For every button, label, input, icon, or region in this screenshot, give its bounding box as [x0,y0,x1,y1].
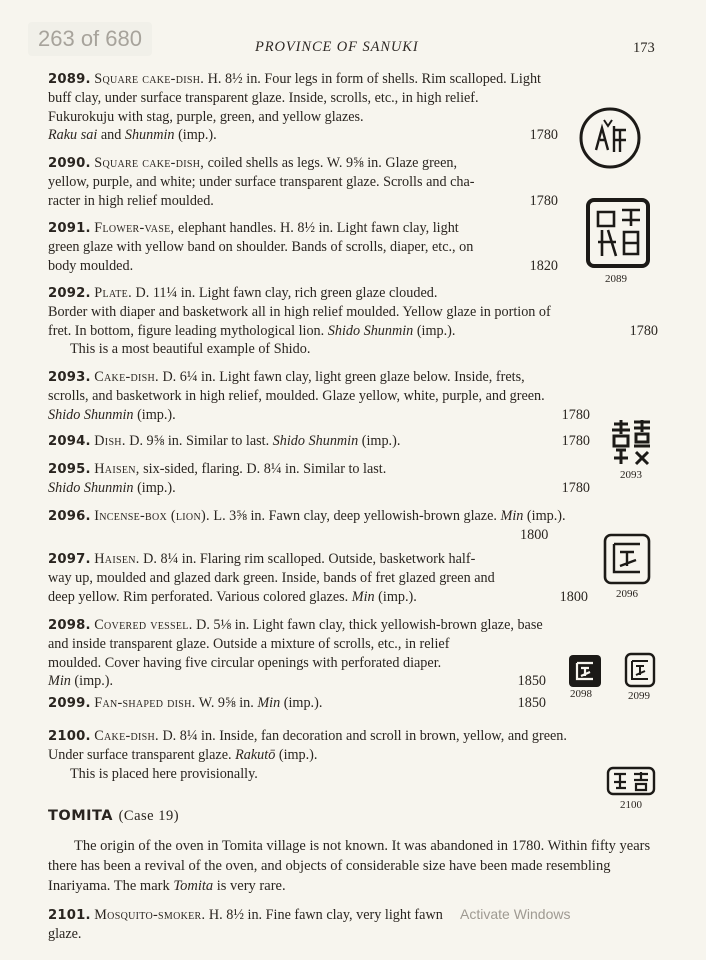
entry-mark-line: Min (imp.). [48,672,114,689]
entry-date: 1800 [559,588,588,605]
entry-mark-line: Shido Shunmin (imp.). [48,406,176,423]
entry-line: Border with diaper and basketwork all in high relief moulded. Yellow glaze in portion of [48,304,551,321]
entry-title: Plate. [94,285,132,301]
entry-2094 [48,432,590,451]
entry-line: D. 5⅛ in. Light fawn clay, thick yellowish-brown glaze, base [196,617,543,633]
entry-line: D. 11¼ in. Light fawn clay, rich green glaze clouded. [135,285,438,301]
entry-2089 [48,70,656,144]
entry-line: L. 3⅝ in. Fawn clay, deep yellowish-brown glaze. [213,508,497,524]
entry-2092 [48,284,658,358]
entry-2100: 2100. Cake-dish. D. 8¼ in. Inside, fan decoration and scroll in brown, yellow, and green. Under surface transparent glaze. Rakutō (imp.). This is placed here provisionally. [48,727,660,783]
entry-number: 2091. [48,221,91,236]
entry-title: Cake-dish. [94,728,159,744]
entry-2097 [48,550,588,606]
entry-line: body moulded. [48,257,134,274]
seal-mark-2099 [624,652,656,688]
entry-line: 2099. Fan-shaped dish. W. 9⅝ in. Min (imp.). [48,695,323,711]
entry-title: Covered vessel. [94,617,193,633]
entry-2090 [48,154,558,210]
entry-date: 1780 [561,406,590,423]
entry-number: 2100. [48,729,91,744]
entry-number: 2101. [48,908,91,923]
entry-number: 2089. [48,72,91,87]
entry-number: 2093. [48,370,91,385]
entry-title: Incense-box (lion). [94,508,210,524]
entry-date: 1780 [561,480,590,497]
entry-date: 1780 [561,433,590,449]
mark-label-2096: 2096 [616,588,638,600]
running-title: PROVINCE OF SANUKI [255,39,419,55]
entry-2095 [48,460,590,498]
entry-line: 2094. Dish. D. 9⅝ in. Similar to last. Shido Shunmin (imp.). [48,433,401,449]
entry-date: 1850 [517,695,546,711]
entry-line: Under surface transparent glaze. [48,747,232,764]
entry-line: Fukurokuju with stag, purple, green, and yellow glazes. [48,108,364,125]
entry-date: 1800 [520,527,549,544]
entry-line: elephant handles. H. 8½ in. Light fawn clay, light [177,220,459,236]
entry-title: Mosquito-smoker. [94,907,206,923]
entry-line: buff clay, under surface transparent glaze. Inside, scrolls, etc., in high relief. [48,90,479,107]
entry-number: 2097. [48,552,91,567]
entry-title: Square cake-dish, [94,155,205,171]
seal-mark-2100 [606,766,656,796]
entry-number: 2098. [48,618,91,633]
entry-title: Flower-vase, [94,220,175,236]
mark-label-2100: 2100 [620,799,642,811]
mark-label-2098: 2098 [570,688,592,700]
entry-line: way up, moulded and glazed dark green. Inside, bands of fret glazed green and [48,570,495,587]
activate-windows-overlay: Activate Windows [460,906,571,922]
entry-line: D. 8¼ in. Flaring rim scalloped. Outside, basketwork half- [143,551,476,567]
entry-number: 2096. [48,509,91,524]
section-heading-tomita: TOMITA (Case 19) [48,808,180,824]
seal-mark-2098 [568,654,602,688]
seal-mark-2089-square [584,196,652,270]
entry-date: 1820 [529,257,558,274]
entry-mark-line: Shido Shunmin (imp.). [48,480,176,497]
seal-mark-2089-round [578,106,642,170]
entry-2096: 2096. Incense-box (lion). L. 3⅝ in. Fawn clay, deep yellowish-brown glaze. Min (imp.). 1800 [48,507,660,545]
entry-line: D. 8¼ in. Inside, fan decoration and scroll in brown, yellow, and green. [162,728,567,744]
entry-date: 1780 [529,126,558,143]
entry-line: D. 6¼ in. Light fawn clay, light green glaze below. Inside, frets, [162,369,525,385]
entry-date: 1850 [517,672,546,689]
entry-number: 2095. [48,462,91,477]
seal-mark-2096 [602,532,652,586]
entry-note: This is a most beautiful example of Shido. [70,340,311,357]
entry-date: 1780 [529,192,558,209]
entry-line: racter in high relief moulded. [48,192,214,209]
seal-mark-2093 [608,418,654,468]
entry-line: H. 8½ in. Fine fawn clay, very light fawn glaze. [48,907,443,943]
entry-note: This is placed here provisionally. [70,765,258,782]
entry-number: 2090. [48,156,91,171]
section-paragraph: The origin of the oven in Tomita village is not known. It was abandoned in 1780. Within fifty years there has been a revival of the oven, and objects of considerable size have been made resembling Inariyama. The mark Tomita is very rare. [48,838,651,894]
entry-number: 2092. [48,286,91,301]
entry-2093 [48,368,658,424]
entry-line: deep yellow. Rim perforated. Various colored glazes. Min (imp.). [48,588,417,605]
entry-line: fret. In bottom, figure leading mythological lion. Shido Shunmin (imp.). [48,322,456,339]
mark-label-2089: 2089 [605,273,627,285]
entry-title: Haisen. [94,551,140,567]
mark-label-2099: 2099 [628,690,650,702]
entry-line: yellow, purple, and white; under surface transparent glaze. Scrolls and cha- [48,174,475,191]
entry-line: H. 8½ in. Four legs in form of shells. Rim scalloped. Light [207,71,542,87]
entry-line: moulded. Cover having five circular openings with perforated diaper. [48,654,442,671]
entry-line: and inside transparent glaze. Outside a mixture of scrolls, etc., in relief [48,636,450,653]
entry-line: scrolls, and basketwork in high relief, moulded. Glaze yellow, white, purple, and green. [48,388,545,405]
entry-date: 1780 [629,322,658,339]
entry-title: Square cake-dish. [94,71,205,87]
entry-title: Cake-dish. [94,369,159,385]
page-number: 173 [633,40,655,56]
entry-line: coiled shells as legs. W. 9⅝ in. Glaze green, [207,155,458,171]
entry-mark-line: Raku sai and Shunmin (imp.). [48,126,217,143]
page-counter: 263 of 680 [28,22,152,56]
entry-line: six-sided, flaring. D. 8¼ in. Similar to last. [143,461,387,477]
mark-label-2093: 2093 [620,469,642,481]
entry-2091 [48,219,558,275]
entry-2099 [48,694,546,713]
entry-line: green glaze with yellow band on shoulder. Bands of scrolls, diaper, etc., on [48,239,474,256]
entry-title: Haisen, [94,461,140,477]
entry-2101 [48,906,468,944]
